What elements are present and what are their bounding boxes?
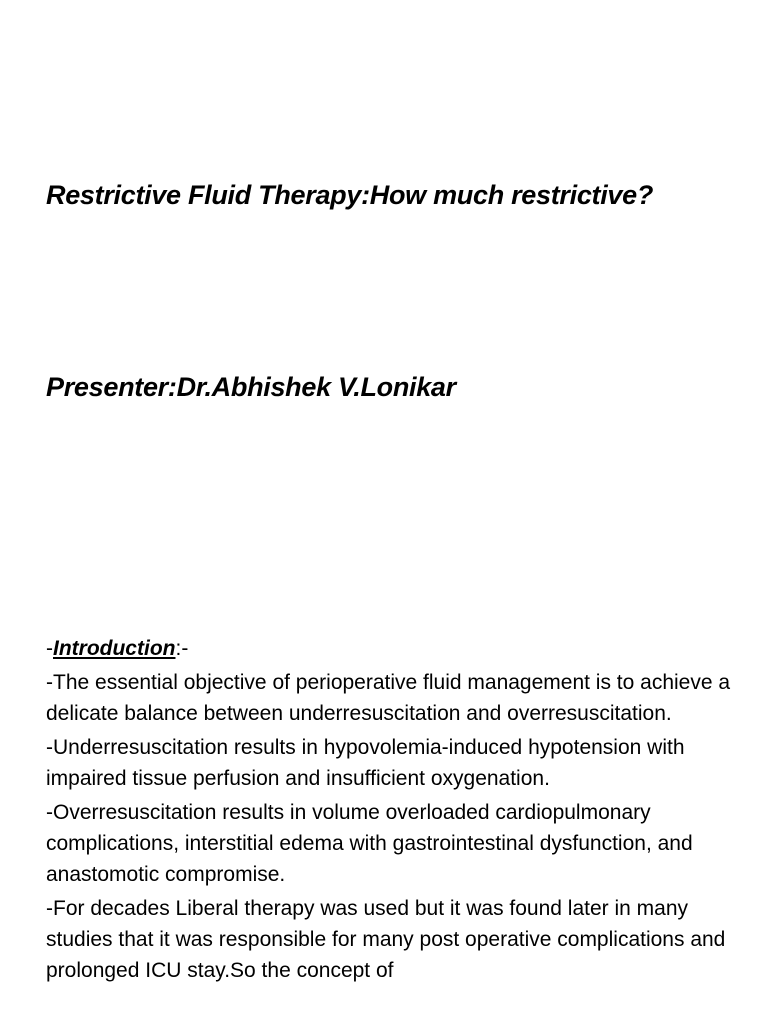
paragraph-liberal-therapy: -For decades Liberal therapy was used but it was found later in many studies that it was responsible for many post operative complications and prolonged ICU stay.So the concept of: [46, 897, 726, 982]
paragraph-underresuscitation: -Underresuscitation results in hypovolemia-induced hypotension with impaired tissue perfusion and insufficient oxygenation.: [46, 736, 685, 790]
presenter-name: Presenter:Dr.Abhishek V.Lonikar: [46, 372, 456, 402]
slide-title: Restrictive Fluid Therapy:How much restrictive?: [46, 180, 654, 210]
paragraph-overresuscitation: -Overresuscitation results in volume overloaded cardiopulmonary complications, interstitial edema with gastrointestinal dysfunction, and anastomotic compromise.: [46, 801, 693, 886]
intro-prefix: -: [46, 637, 53, 660]
intro-suffix: :-: [175, 637, 189, 660]
introduction-label: Introduction: [53, 637, 176, 660]
introduction-section: [46, 633, 736, 989]
introduction-heading: [46, 633, 736, 664]
paragraph-objective: -The essential objective of perioperative fluid management is to achieve a delicate balance between underresuscitation and overresuscitation.: [46, 671, 731, 725]
